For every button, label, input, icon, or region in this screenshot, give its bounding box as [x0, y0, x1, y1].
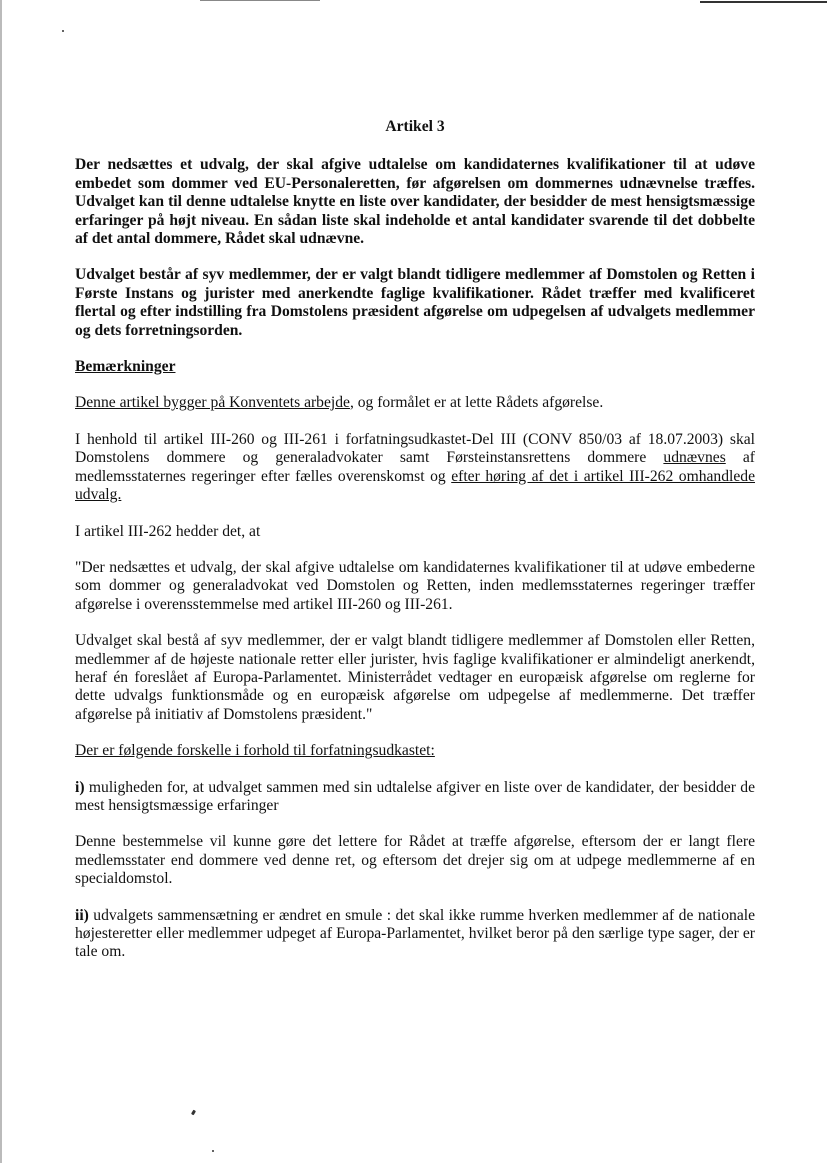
difference-item-2	[75, 907, 755, 962]
difference-item-1	[75, 779, 755, 816]
item-text: muligheden for, at udvalget sammen med sin udtalelse afgiver en liste over de kandidater, der besidder de mest hensigtsmæssige erfaringer	[75, 778, 755, 814]
scan-speck	[62, 30, 64, 32]
article-paragraph-2: Udvalget består af syv medlemmer, der er valgt blandt tidligere medlemmer af Domstolen og Retten i Første Instans og jurister med anerkendte faglige kvalifikationer. Rådet træffer med kvalificeret flertal og efter indstilling fra Domstolens præsident afgørelse om udpegelsen af udvalgets medlemmer og dets forretningsorden.	[75, 266, 755, 339]
remarks-underlined-text: udnævnes	[663, 449, 726, 467]
remarks-underlined-text: Denne artikel bygger på Konventets arbejde	[75, 394, 350, 412]
differences-heading-text: Der er følgende forskelle i forhold til forfatningsudkastet:	[75, 742, 435, 760]
remarks-paragraph-2	[75, 431, 755, 505]
scan-artifact-left-edge	[0, 0, 2, 1163]
remarks-text: I henhold til artikel III-260 og III-261 i forfatningsudkastet-Del III (CONV 850/03 af 18.07.2003) skal Domstolens dommere og generaladvokater samt Førsteinstansrettens dommere	[75, 430, 755, 467]
article-paragraph-1: Der nedsættes et udvalg, der skal afgive udtalelse om kandidaternes kvalifikationer til at udøve embedet som dommer ved EU-Personaleretten, før afgørelsen om dommernes udnævnelse træffes. Udvalget kan til denne udtalelse knytte en liste over kandidater, der besidder de mest hensigtsmæssige erfaringer på højt niveau. En sådan liste skal indeholde et antal kandidater svarende til det dobbelte af det antal dommere, Rådet skal udnævne.	[75, 156, 755, 248]
remarks-text: , og formålet er at lette Rådets afgørelse.	[349, 394, 604, 412]
item-label: ii)	[75, 906, 89, 924]
scan-artifact-top-right	[700, 1, 827, 3]
quote-paragraph-1: "Der nedsættes et udvalg, der skal afgive udtalelse om kandidaternes kvalifikationer til at udøve embederne som dommer og generaladvokat ved Domstolen og Retten, inden medlemsstaternes regeringer træffer afgørelse i overensstemmelse med artikel III-260 og III-261.	[75, 558, 755, 613]
scan-artifact-top-left	[200, 0, 320, 1]
scan-speck	[191, 1110, 196, 1116]
document-page	[75, 118, 755, 980]
scan-speck	[212, 1150, 214, 1152]
item-label: i)	[75, 778, 85, 796]
remarks-heading: Bemærkninger	[75, 358, 176, 376]
quote-paragraph-2: Udvalget skal bestå af syv medlemmer, der er valgt blandt tidligere medlemmer af Domstolen eller Retten, medlemmer af de højeste nationale retter eller jurister, hvis faglige kvalifikationer er almindeligt anerkendt, heraf én foreslået af Europa-Parlamentet. Ministerrådet vedtager en europæisk afgørelse om reglerne for dette udvalgs funktionsmåde og en europæisk afgørelse om udpegelse af medlemmerne. Det træffer afgørelse på initiativ af Domstolens præsident."	[75, 632, 755, 723]
remarks-underlined-text: efter høring af det i artikel III-262 omhandlede udvalg.	[75, 467, 755, 504]
remarks-paragraph-3: I artikel III-262 hedder det, at	[75, 522, 261, 540]
item-text: udvalgets sammensætning er ændret en smule : det skal ikke rumme hverken medlemmer af de nationale højesteretter eller medlemmer udpeget af Europa-Parlamentet, hvilket beror på den særlige type sager, der er tale om.	[75, 906, 755, 961]
remarks-text: af medlemsstaternes regeringer efter fælles overenskomst og	[75, 449, 755, 485]
differences-heading	[75, 742, 755, 760]
article-title: Artikel 3	[385, 118, 445, 135]
remarks-paragraph-1	[75, 394, 755, 412]
difference-item-1-explanation: Denne bestemmelse vil kunne gøre det lettere for Rådet at træffe afgørelse, eftersom der er langt flere medlemsstater end dommere ved denne ret, og eftersom det drejer sig om at udpege medlemmerne af en specialdomstol.	[75, 833, 755, 888]
